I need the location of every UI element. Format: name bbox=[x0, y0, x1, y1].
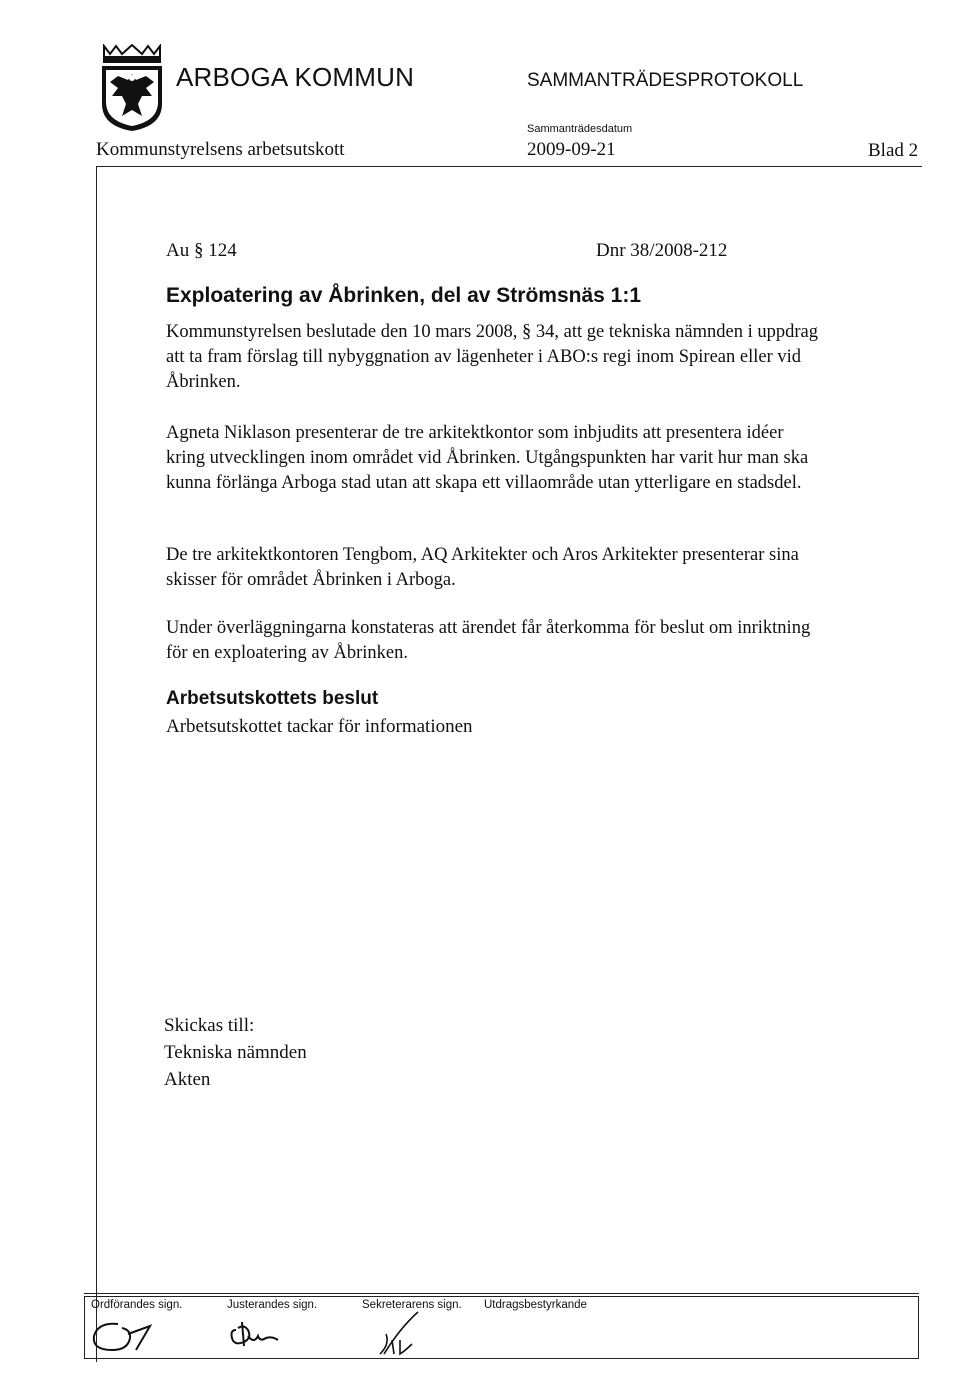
adjuster-signature-label: Justerandes sign. bbox=[227, 1299, 318, 1311]
adjuster-signature-icon bbox=[226, 1316, 286, 1350]
chair-signature-icon bbox=[88, 1316, 168, 1356]
meeting-date-label: Sammanträdesdatum bbox=[527, 123, 633, 135]
header-divider bbox=[96, 166, 922, 167]
decision-heading: Arbetsutskottets beslut bbox=[166, 688, 379, 709]
page-number: Blad 2 bbox=[868, 140, 919, 161]
body-paragraph: Kommunstyrelsen beslutade den 10 mars 2008, § 34, att ge tekniska nämnden i uppdrag att ta fram förslag till nybyggnation av lägenheter i ABO:s regi inom Spirean eller vid Åbrinken. bbox=[166, 322, 818, 392]
body-paragraph: Agneta Niklason presenterar de tre arkitektkontor som inbjudits att presentera idéer kring utvecklingen inom området vid Åbrinken. Utgångspunkten har varit hur man ska kunna förlänga Arboga stad utan att skapa ett villaområde utan ytterligare en stadsdel. bbox=[166, 423, 809, 493]
chair-signature-label: Ordförandes sign. bbox=[91, 1299, 183, 1311]
body-paragraph: De tre arkitektkontoren Tengbom, AQ Arkitekter och Aros Arkitekter presenterar sina skisser för området Åbrinken i Arboga. bbox=[166, 545, 799, 590]
signature-box-top-rule bbox=[84, 1293, 919, 1294]
decision-text: Arbetsutskottet tackar för informationen bbox=[166, 716, 473, 737]
left-margin-line bbox=[96, 166, 97, 1362]
distribution-label: Skickas till: bbox=[164, 1015, 255, 1036]
certification-label: Utdragsbestyrkande bbox=[484, 1299, 587, 1311]
body-paragraph: Under överläggningarna konstateras att ärendet får återkomma för beslut om inriktning för en exploatering av Åbrinken. bbox=[166, 618, 811, 663]
committee-name: Kommunstyrelsens arbetsutskott bbox=[96, 139, 345, 160]
item-title: Exploatering av Åbrinken, del av Strömsnäs 1:1 bbox=[166, 284, 641, 307]
organization-name: ARBOGA KOMMUN bbox=[176, 62, 415, 92]
distribution-recipient: Tekniska nämnden bbox=[164, 1042, 307, 1063]
section-reference: Au § 124 bbox=[166, 240, 237, 261]
document-type: SAMMANTRÄDESPROTOKOLL bbox=[527, 70, 804, 91]
distribution-recipient: Akten bbox=[164, 1069, 211, 1090]
municipal-crest-icon bbox=[100, 44, 164, 132]
secretary-signature-icon bbox=[366, 1310, 426, 1358]
secretary-signature-label: Sekreterarens sign. bbox=[362, 1299, 462, 1311]
meeting-date: 2009-09-21 bbox=[527, 139, 616, 160]
diary-number: Dnr 38/2008-212 bbox=[596, 240, 728, 261]
distribution-list bbox=[164, 1012, 307, 1093]
